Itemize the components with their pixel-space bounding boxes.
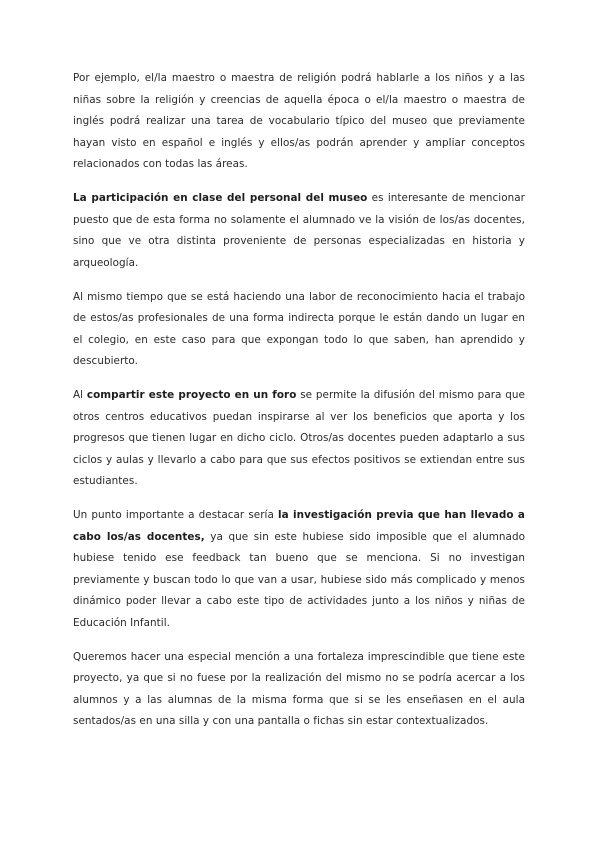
highlighted-phrase: compartir este proyecto en un foro xyxy=(86,389,297,402)
paragraph-text: Un punto importante a destacar sería xyxy=(73,509,278,522)
paragraph-text: es interesante de mencionar puesto que de esta forma no solamente el alumnado ve la visión de los/as docentes, sino que ve otra distinta proveniente de personas especializadas en historia y arqueología. xyxy=(73,192,525,269)
highlighted-phrase: la investigación previa que han llevado a cabo los/as docentes, xyxy=(73,509,525,543)
paragraph-2 xyxy=(73,188,525,274)
paragraph-text: Al mismo tiempo que se está haciendo una labor de reconocimiento hacia el trabajo de estos/as profesionales de una forma indirecta porque le están dando un lugar en el colegio, en este caso para que expongan todo lo que saben, han aprendido y descubierto. xyxy=(73,290,525,368)
paragraph-4 xyxy=(73,385,525,493)
paragraph-text: se permite la difusión del mismo para que otros centros educativos puedan inspirarse al ver los beneficios que aporta y los progresos que tienen lugar en dicho ciclo. Otros/as docentes pueden adaptarlo a sus ciclos y aulas y llevarlo a cabo para que sus efectos positivos se extiendan entre sus estudiantes. xyxy=(73,389,525,488)
highlighted-phrase: La participación en clase del personal del museo xyxy=(73,192,368,205)
paragraph-5 xyxy=(73,505,525,634)
paragraph-text: Al xyxy=(73,389,87,402)
paragraph-6 xyxy=(73,647,525,733)
paragraph-3 xyxy=(73,287,525,373)
paragraph-text: Por ejemplo, el/la maestro o maestra de religión podrá hablarle a los niños y a las niñas sobre la religión y creencias de aquella época o el/la maestro o maestra de inglés podrá realizar una tarea de vocabulario típico del museo que previamente hayan visto en español e inglés y ellos/as podrán aprender y ampliar conceptos relacionados con todas las áreas. xyxy=(73,72,525,170)
paragraph-1 xyxy=(73,68,525,176)
paragraph-text: ya que sin este hubiese sido imposible que el alumnado hubiese tenido ese feedback tan bueno que se menciona. Si no investigan previamente y buscan todo lo que van a usar, hubiese sido más complicado y menos dinámico poder llevar a cabo este tipo de actividades junto a los niños y niñas de Educación Infantil. xyxy=(73,530,525,629)
paragraph-text: Queremos hacer una especial mención a una fortaleza imprescindible que tiene este proyecto, ya que si no fuese por la realización del mismo no se podría acercar a los alumnos y a las alumnas de la misma forma que si se les enseñasen en el aula sentados/as en una silla y con una pantalla o fichas sin estar contextualizados. xyxy=(73,650,525,728)
document-page xyxy=(73,68,525,746)
